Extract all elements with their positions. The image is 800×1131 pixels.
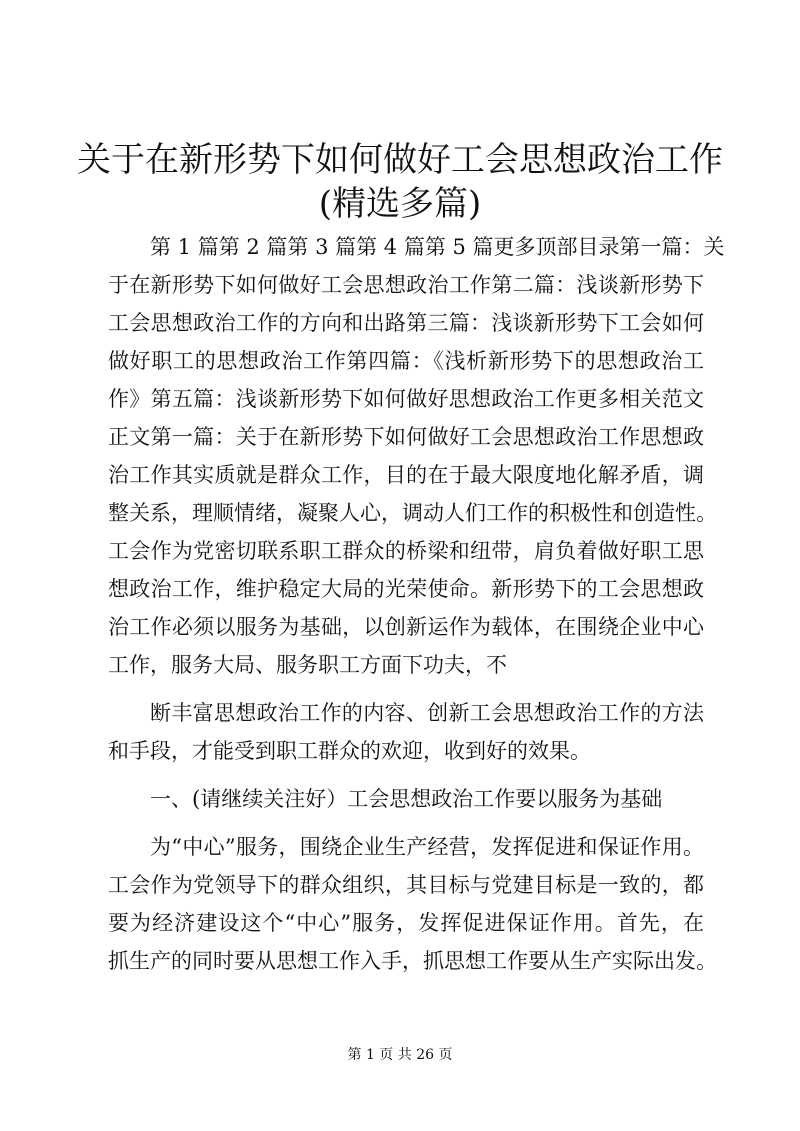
body-line: 做好职工的思想政治工作第四篇：《浅析新形势下的思想政治工 xyxy=(108,349,704,373)
section-heading: 一、(请继续关注好）工会思想政治工作要以服务为基础 xyxy=(150,787,663,811)
body-line: 工会作为党密切联系职工群众的桥梁和纽带，肩负着做好职工思 xyxy=(108,539,704,563)
body-line: 要为经济建设这个“中心”服务，发挥促进保证作用。首先，在 xyxy=(108,911,704,935)
body-line: 第 1 篇第 2 篇第 3 篇第 4 篇第 5 篇更多顶部目录第一篇：关 xyxy=(150,235,725,259)
body-line: 治工作其实质就是群众工作，目的在于最大限度地化解矛盾，调 xyxy=(108,463,704,487)
document-subtitle: (精选多篇) xyxy=(318,184,482,224)
body-line: 作》第五篇：浅谈新形势下如何做好思想政治工作更多相关范文 xyxy=(108,387,704,411)
body-line: 工作，服务大局、服务职工方面下功夫，不 xyxy=(108,653,507,677)
body-line: 和手段，才能受到职工群众的欢迎，收到好的效果。 xyxy=(108,739,591,763)
body-line: 断丰富思想政治工作的内容、创新工会思想政治工作的方法 xyxy=(150,701,704,725)
body-line: 工会作为党领导下的群众组织，其目标与党建目标是一致的，都 xyxy=(108,873,704,897)
body-line: 抓生产的同时要从思想工作入手，抓思想工作要从生产实际出发。 xyxy=(108,949,717,973)
body-line: 工会思想政治工作的方向和出路第三篇：浅谈新形势下工会如何 xyxy=(108,311,704,335)
document-title: 关于在新形势下如何做好工会思想政治工作 xyxy=(77,140,723,180)
body-line: 于在新形势下如何做好工会思想政治工作第二篇：浅谈新形势下 xyxy=(108,273,704,297)
page-number: 第 1 页 共 26 页 xyxy=(347,1047,453,1063)
body-line: 为“中心”服务，围绕企业生产经营，发挥促进和保证作用。 xyxy=(150,835,704,859)
body-line: 正文第一篇：关于在新形势下如何做好工会思想政治工作思想政 xyxy=(108,425,704,449)
body-line: 整关系，理顺情绪，凝聚人心，调动人们工作的积极性和创造性。 xyxy=(108,501,717,525)
body-line: 治工作必须以服务为基础，以创新运作为载体，在围绕企业中心 xyxy=(108,615,704,639)
body-line: 想政治工作，维护稳定大局的光荣使命。新形势下的工会思想政 xyxy=(108,577,704,601)
